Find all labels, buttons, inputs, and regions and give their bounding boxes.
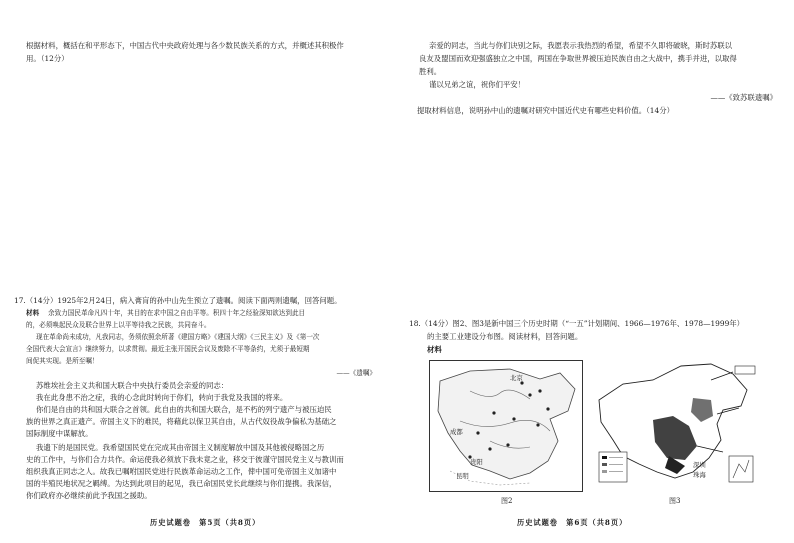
q18-material-label: 材料 bbox=[427, 345, 442, 354]
letter-line-9: 国的半殖民地状况之羁缚。为达到此项目的起见，我已命国民党长此继续与你们提携。我深信， bbox=[26, 479, 337, 488]
intro-line-2: 用。（12分） bbox=[26, 54, 69, 63]
letter-line-7: 史的工作中，与你们合力共作。命运使我必须放下我未竟之业，移交于彼谨守国民党主义与教训而 bbox=[26, 455, 344, 464]
will-line-4: 全国代表大会宣言》继续努力，以求贯彻。最近主张开国民会议及废除不平等条约，尤须于最短期 bbox=[26, 345, 310, 353]
map3-label-shenzhen: 深圳 bbox=[693, 461, 706, 469]
will-line-2: 的，必须唤起民众及联合世界上以平等待我之民族，共同奋斗。 bbox=[26, 321, 211, 329]
map-figure-3 bbox=[593, 360, 759, 490]
letter-line-6: 我遗下的是国民党。我希望国民党在完成其由帝国主义制度解放中国及其他被侵略国之历 bbox=[36, 443, 325, 452]
right-footer: 历史试题卷 第6页（共8页） bbox=[517, 518, 628, 527]
will-line-3: 现在革命尚未成功，凡我同志，务须依照余所著《建国方略》《建国大纲》《三民主义》及《第一次 bbox=[36, 333, 320, 341]
map3-caption: 图3 bbox=[669, 497, 681, 505]
map-figure-2 bbox=[429, 360, 583, 492]
will-line-1: 余致力国民革命凡四十年，其目的在求中国之自由平等。积四十年之经验深知欲达到此目 bbox=[48, 309, 306, 317]
intro-line-1: 根据材料，概括在和平形态下，中国古代中央政府处理与各少数民族关系的方式，并概述其积极作 bbox=[26, 41, 344, 50]
will-line-5: 间促其实现。是所至嘱！ bbox=[26, 357, 99, 365]
map3-label-zhuhai: 珠海 bbox=[693, 471, 706, 479]
letter-cont-line-1: 亲爱的同志，当此与你们诀别之际，我愿表示我热烈的希望，希望不久即将破晓，斯时苏联以 bbox=[429, 41, 733, 50]
q18-stem-line1: 18.（14分）图2、图3是新中国三个历史时期（“一五”计划期间、1966—1976年、1978—1999年） bbox=[409, 319, 745, 328]
q17-stem: 17.（14分）1925年2月24日，病入膏肓的孙中山先生预立了遗嘱。阅读下面两则遗嘱，回答问题。 bbox=[14, 296, 342, 305]
letter-line-3: 你们是自由的共和国大联合之首领。此自由的共和国大联合，是不朽的列宁遗产与被压迫民 bbox=[36, 405, 332, 414]
left-footer: 历史试题卷 第5页（共8页） bbox=[150, 518, 261, 527]
letter-source: ——《致苏联遗嘱》 bbox=[710, 93, 777, 102]
q18-stem-line2: 的主要工业建设分布图。阅读材料，回答问题。 bbox=[427, 332, 583, 341]
letter-line-2: 我在此身患不治之症，我的心念此时转向于你们，转向于我党及我国的将来。 bbox=[36, 393, 288, 402]
letter-line-8: 组织我真正同志之人。故我已嘱咐国民党进行民族革命运动之工作，俾中国可免帝国主义加诸中 bbox=[26, 467, 337, 476]
map2-label-guiyang: 贵阳 bbox=[470, 458, 483, 466]
letter-line-4: 族的世界之真正遗产。帝国主义下的难民，将藉此以保卫其自由，从古代奴役战争偏私为基础之 bbox=[26, 417, 337, 426]
letter-line-5: 国际制度中谋解放。 bbox=[26, 429, 93, 438]
q17-material-label: 材料 bbox=[26, 309, 40, 317]
letter-line-10: 你们政府亦必继续前此予我国之援助。 bbox=[26, 491, 152, 500]
q17-task: 提取材料信息，说明孙中山的遗嘱对研究中国近代史有哪些史料价值。（14分） bbox=[417, 106, 674, 115]
will-source: ——《遗嘱》 bbox=[336, 369, 376, 377]
letter-cont-line-2: 良友及盟国而欢迎强盛独立之中国，两国在争取世界被压迫民族自由之大战中，携手并进，以取得 bbox=[419, 54, 737, 63]
map-2-outline bbox=[430, 361, 582, 491]
map-3-outline bbox=[593, 360, 759, 490]
letter-cont-line-3: 胜利。 bbox=[419, 67, 442, 76]
map2-label-kunming: 昆明 bbox=[456, 472, 469, 480]
letter-line-1: 苏维埃社会主义共和国大联合中央执行委员会亲爱的同志： bbox=[36, 381, 229, 390]
map2-label-chengdu: 成都 bbox=[450, 428, 463, 436]
right-page bbox=[397, 0, 794, 543]
letter-cont-line-4: 谨以兄弟之谊，祝你们平安！ bbox=[429, 80, 526, 89]
map2-label-beijing: 北京 bbox=[510, 374, 523, 382]
map2-caption: 图2 bbox=[501, 497, 513, 505]
